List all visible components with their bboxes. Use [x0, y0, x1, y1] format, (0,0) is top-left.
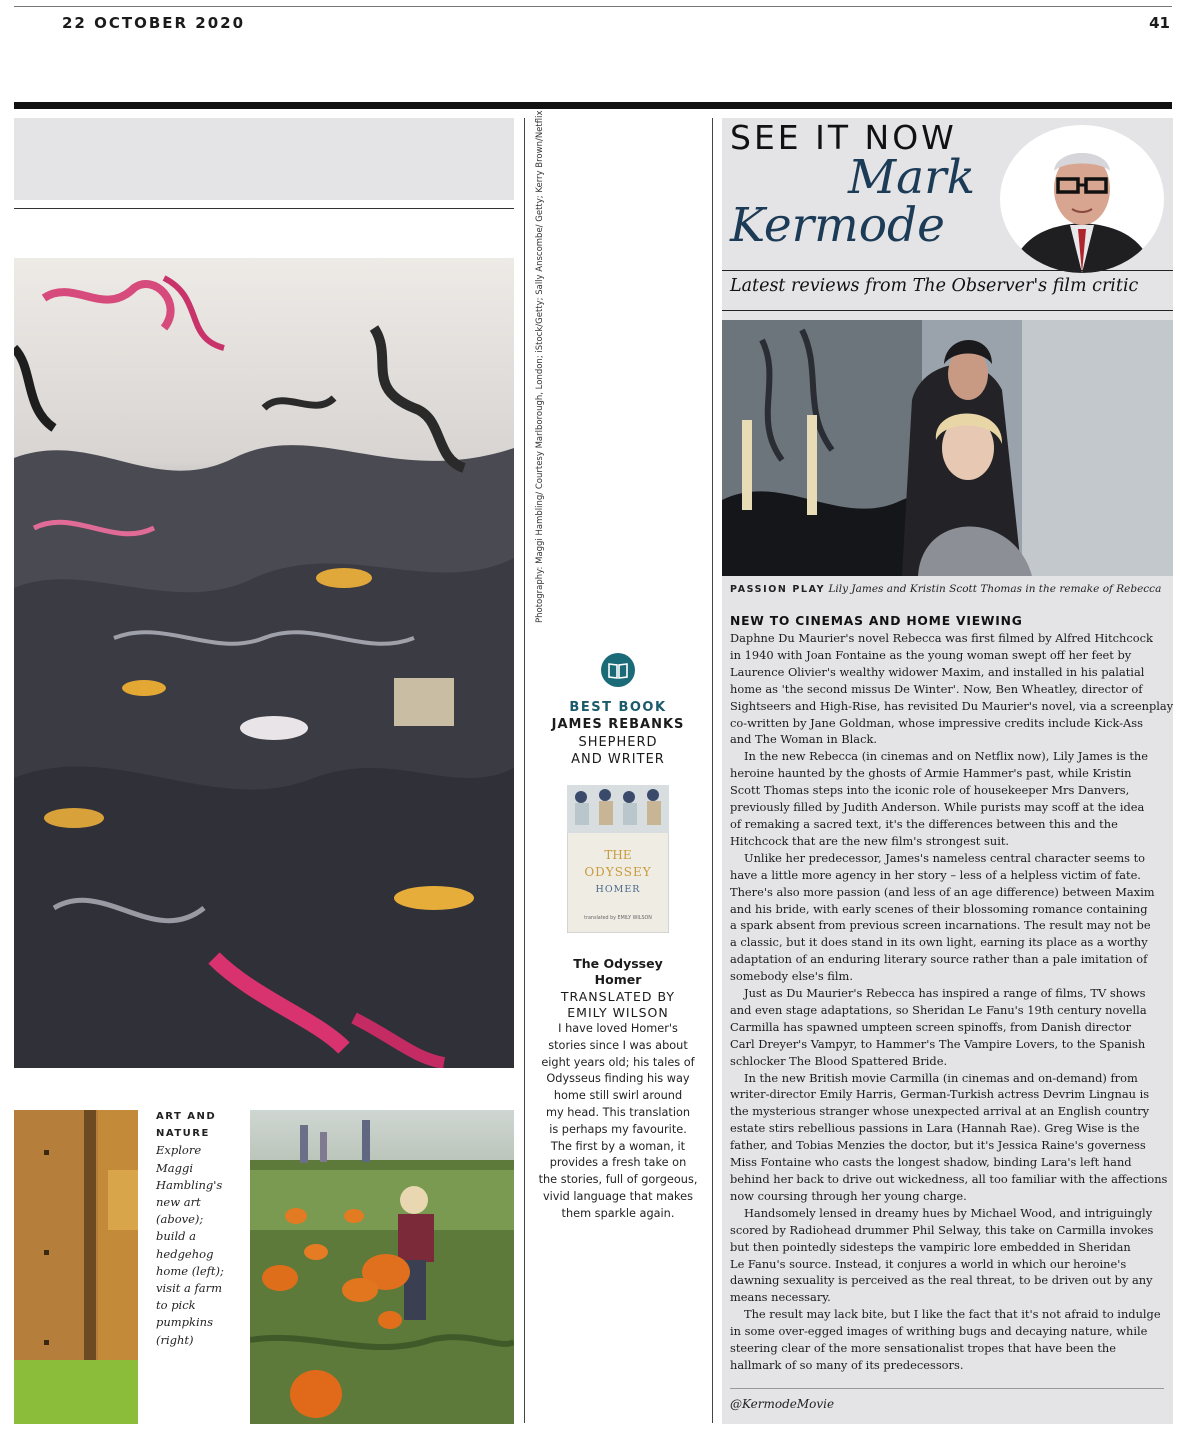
issue-date: 22 OCTOBER 2020	[62, 14, 246, 32]
header-rule	[14, 102, 1172, 109]
rebecca-film-still	[722, 320, 1173, 576]
review-article: Daphne Du Maurier's novel Rebecca was first filmed by Alfred Hitchcock in 1940 with Joan Fontaine as the young woman swept off her feet by Laurence Olivier's wealthy widower Maxim, and installed in his palatial home as 'the second missus De Winter'. Now, Ben Wheatley, director of Sightseers and High-Rise, has revisited Du Maurier's novel, via a screenplay co-written by Jane Goldman, whose impressive credits include Kick-Ass and The Woman in Black. In the new Rebecca (in cinemas and on Netflix now), Lily James is the heroine haunted by the ghosts of Armie Hammer's past, while Kristin Scott Thomas steps into the iconic role of housekeeper Mrs Danvers, previously filled by Judith Anderson. While purists may scoff at the idea of remaking a sacred text, it's the differences between this and the Hitchcock that are the new film's strongest suit. Unlike her predecessor, James's nameless central character seems to have a little more agency in her story – less of a helpless victim of fate. There's also more passion (and less of an age difference) between Maxim and his bride, with early scenes of their blossoming romance containing a spark absent from previous screen incarnations. The result may not be a classic, but it does stand in its own light, earning its place as a worthy adaptation of an enduring literary source rather than a pale imitation of somebody else's film. Just as Du Maurier's Rebecca has inspired a range of films, TV shows and even stage adaptations, so Sheridan Le Fanu's 19th century novella Carmilla has spawned umpteen screen spinoffs, from Danish director Carl Dreyer's Vampyr, to Hammer's The Vampire Lovers, to the Spanish schlocker The Blood Spattered Bride. In the new British movie Carmilla (in cinemas and on-demand) from writer-director Emily Harris, German-Turkish actress Devrim Lingnau is the mysterious stranger whose unexpected arrival at an English country estate stirs rebellious passions in Lara (Hannah Rae). Greg Wise is the father, and Tobias Menzies the doctor, but it's Jessica Raine's governess Miss Fontaine who casts the longest shadow, binding Lara's left hand behind her back to drive out wickedness, all too familiar with the affections now coursing through her young charge. Handsomely lensed in dreamy hues by Michael Wood, and intriguingly scored by Radiohead drummer Phil Selway, this take on Carmilla invokes but then pointedly sidesteps the vampiric lore embedded in Sheridan Le Fanu's source. Instead, it conjures a world in which our heroine's dawning sexuality is perceived as the real threat, to be driven out by any means necessary. The result may lack bite, but I like the fact that it's not afraid to indulge in some over-egged images of writhing bugs and decaying nature, while steering clear of the more sensationalist tropes that have been the hallmark of so many of its predecessors.	[730, 631, 1174, 1372]
odyssey-book-cover	[567, 785, 669, 933]
svg-text:HOMER: HOMER	[595, 884, 641, 895]
svg-text:ODYSSEY: ODYSSEY	[584, 865, 652, 879]
page-number: 41	[1149, 14, 1170, 32]
column-divider	[712, 118, 713, 1423]
empty-gray-panel	[14, 118, 514, 200]
footer-rule	[730, 1388, 1164, 1389]
critic-name: Mark	[848, 150, 976, 205]
svg-text:translated by EMILY WILSON: translated by EMILY WILSON	[584, 916, 652, 921]
book-title: The Odyssey	[573, 956, 663, 971]
book-translator: EMILY WILSON	[567, 1005, 669, 1020]
contributor-role: SHEPHERD	[578, 735, 658, 750]
subtitle-rule	[722, 310, 1173, 311]
section-kicker: SEE IT NOW	[730, 118, 957, 157]
contributor-name: JAMES REBANKS	[551, 717, 685, 732]
caption-label: NATURE	[156, 1128, 210, 1140]
art-and-nature-caption: ART AND NATURE Explore Maggi Hambling's new art (above); build a hedgehog home (left); visit a farm to pick pumpkins (right)	[156, 1108, 246, 1349]
section-heading: NEW TO CINEMAS AND HOME VIEWING	[730, 614, 1023, 628]
abstract-painting-image	[14, 258, 514, 1068]
contributor-role: AND WRITER	[571, 752, 665, 767]
twitter-handle: @KermodeMovie	[730, 1397, 835, 1411]
critic-name: Kermode	[730, 198, 945, 253]
svg-text:THE: THE	[604, 848, 632, 862]
best-book-label: BEST BOOK	[569, 700, 667, 715]
hedgehog-house-image	[14, 1110, 138, 1424]
book-translator: TRANSLATED BY	[560, 989, 676, 1004]
best-book-text: I have loved Homer's stories since I was about eight years old; his tales of Odysseus finding his way home still swirl around my head. This translation is perhaps my favourite. The first by a woman, it provides a fresh take on the stories, full of gorgeous, vivid language that makes them sparkle again.	[538, 1022, 698, 1220]
divider-line	[14, 208, 514, 209]
subtitle-rule	[722, 270, 1173, 271]
caption-label: ART AND	[156, 1111, 217, 1122]
film-caption: PASSION PLAY Lily James and Kristin Scott Thomas in the remake of Rebecca	[730, 583, 1162, 595]
critic-portrait	[1000, 125, 1164, 273]
open-book-icon	[601, 653, 635, 687]
review-subtitle: Latest reviews from The Observer's film critic	[730, 276, 1139, 296]
photo-credit: Photography: Maggi Hambling/ Courtesy Marlborough, London; iStock/Getty; Sally Anscombe/ Getty; Kerry Brown/Netflix	[535, 110, 545, 623]
top-hairline	[14, 6, 1172, 7]
book-author: Homer	[594, 972, 642, 987]
column-divider	[524, 118, 525, 1423]
pumpkin-farm-image	[250, 1110, 514, 1424]
